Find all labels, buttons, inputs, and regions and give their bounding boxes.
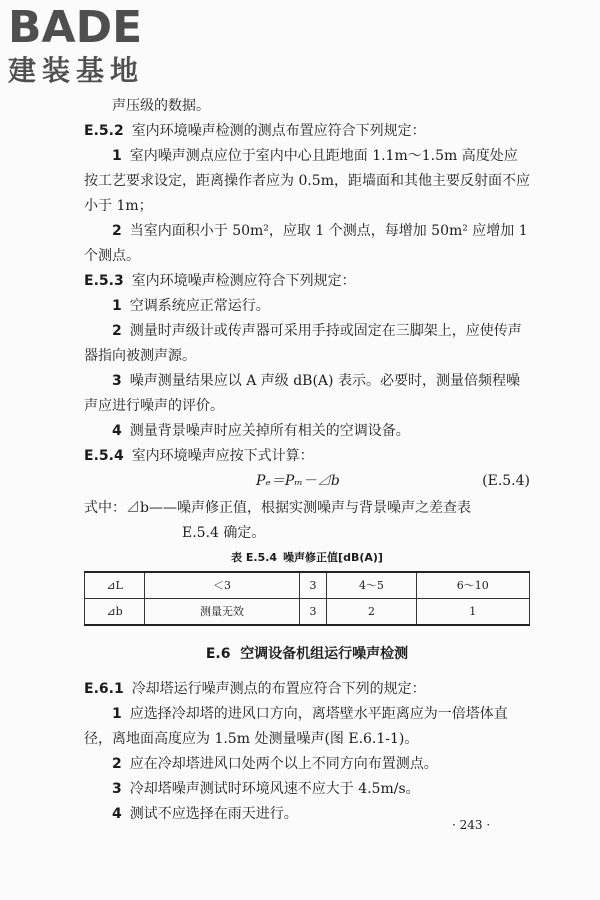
clause-heading-e61	[84, 677, 530, 702]
logo-subtitle: 建装基地	[8, 54, 145, 87]
clause-code: E.6.1	[84, 681, 124, 697]
bade-logo	[8, 4, 144, 88]
page-number: · 243 ·	[452, 818, 491, 832]
clause-heading-e53	[84, 269, 530, 294]
formula-where: 式中：⊿b——噪声修正值，根据实测噪声与背景噪声之差查表	[84, 500, 471, 516]
clause-title: 室内环境噪声应按下式计算：	[131, 448, 314, 464]
clause-title: 室内环境噪声检测的测点布置应符合下列规定：	[131, 123, 426, 139]
clause-heading-e52	[84, 119, 530, 144]
list-item: 1 空调系统应正常运行。	[112, 298, 270, 314]
list-item: 2 应在冷却塔进风口处两个以上不同方向布置测点。	[112, 756, 438, 772]
list-item: 4 测量背景噪声时应关掉所有相关的空调设备。	[112, 423, 410, 439]
list-item: 1 应选择冷却塔的进风口方向，离塔壁水平距离应为一倍塔体直径，离地面高度应为 1.5m 处测量噪声(图 E.6.1-1)。	[84, 706, 508, 747]
list-item: 3 噪声测量结果应以 A 声级 dB(A) 表示。必要时，测量倍频程噪声应进行噪声的评价。	[84, 373, 520, 414]
logo-wordmark: BADE	[8, 2, 143, 53]
clause-title: 室内环境噪声检测应符合下列规定：	[131, 273, 356, 289]
section-heading-e6	[84, 641, 530, 667]
continued-text: 声压级的数据。	[112, 98, 210, 114]
table-cell: 6～10	[416, 572, 529, 599]
table-cell: 3	[299, 599, 326, 626]
table-title: 噪声修正值[dB(A)]	[283, 551, 383, 564]
clause-code: E.5.2	[84, 123, 124, 139]
list-item: 1 室内噪声测点应位于室内中心且距地面 1.1m～1.5m 高度处应按工艺要求设定，距离操作者应为 0.5m，距墙面和其他主要反射面不应小于 1m；	[84, 148, 530, 214]
list-item: 2 当室内面积小于 50m²，应取 1 个测点，每增加 50m² 应增加 1 个测点。	[84, 223, 528, 264]
table-caption	[84, 549, 530, 567]
formula-number: (E.5.4)	[482, 473, 530, 489]
page-body	[84, 94, 530, 827]
table-label: 表 E.5.4	[231, 551, 278, 564]
noise-correction-table	[84, 571, 530, 626]
clause-code: E.5.4	[84, 448, 124, 464]
list-item: 2 测量时声级计或传声器可采用手持或固定在三脚架上，应使传声器指向被测声源。	[84, 323, 522, 364]
section-title: 空调设备机组运行噪声检测	[240, 646, 409, 662]
formula-expression: Pₑ＝Pₘ－⊿b	[256, 473, 340, 489]
table-cell: 2	[327, 599, 416, 626]
table-row	[85, 599, 530, 626]
table-row	[85, 572, 530, 599]
table-cell: ⊿L	[85, 572, 145, 599]
clause-code: E.5.3	[84, 273, 124, 289]
table-cell: 1	[416, 599, 529, 626]
section-code: E.6	[205, 646, 231, 662]
clause-heading-e54	[84, 444, 530, 469]
list-item: 4 测试不应选择在雨天进行。	[112, 806, 298, 822]
table-cell: 3	[299, 572, 326, 599]
clause-title: 冷却塔运行噪声测点的布置应符合下列的规定：	[131, 681, 426, 697]
list-item: 3 冷却塔噪声测试时环境风速不应大于 4.5m/s。	[112, 781, 420, 797]
table-cell: ⊿b	[85, 599, 145, 626]
table-cell: 测量无效	[145, 599, 300, 626]
formula-e54	[84, 469, 530, 496]
formula-where-continued: E.5.4 确定。	[182, 525, 266, 541]
table-cell: ＜3	[145, 572, 300, 599]
table-cell: 4～5	[327, 572, 416, 599]
